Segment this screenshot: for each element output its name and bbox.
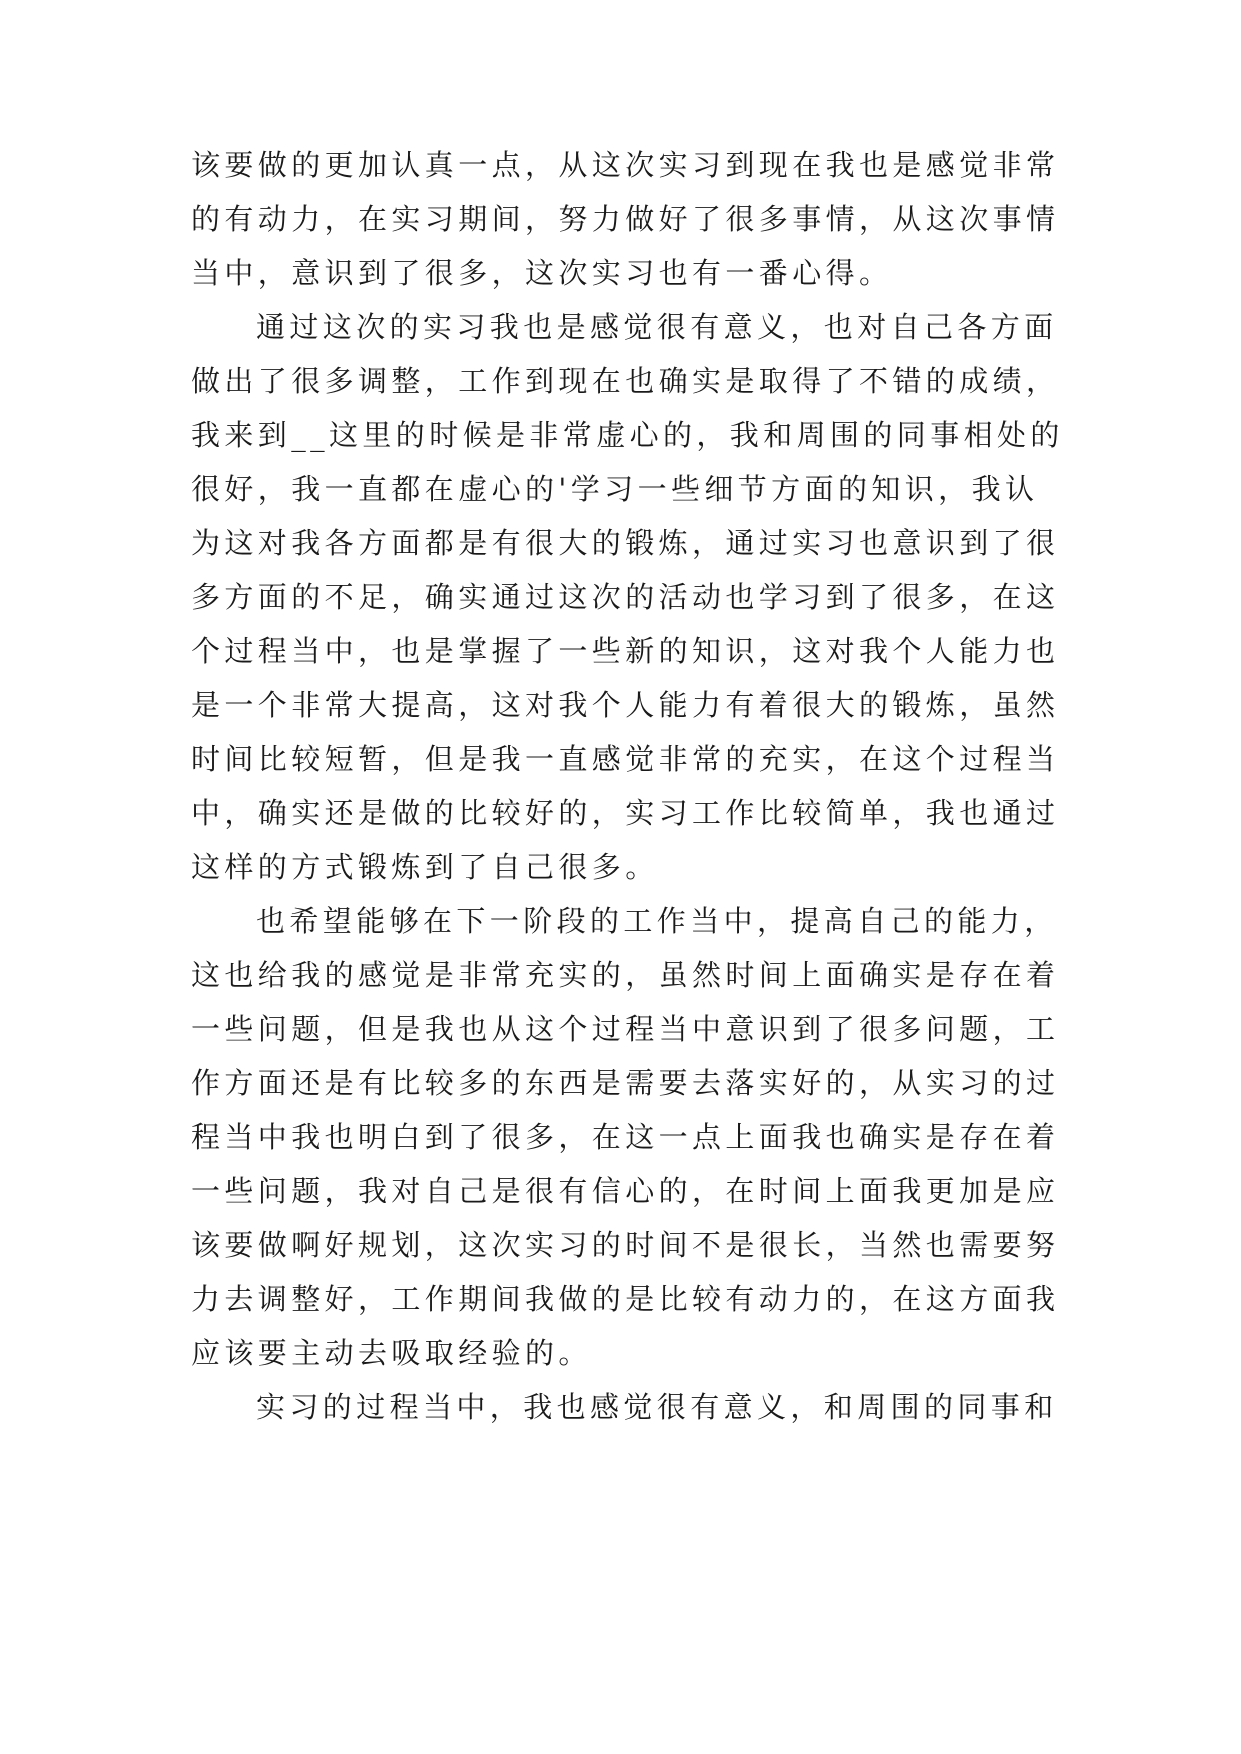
text-line: 力去调整好，工作期间我做的是比较有动力的，在这方面我: [191, 1282, 1060, 1316]
text-line: 这样的方式锻炼到了自己很多。: [191, 850, 659, 884]
text-line: 的有动力，在实习期间，努力做好了很多事情，从这次事情: [191, 202, 1060, 236]
text-line: 个过程当中，也是掌握了一些新的知识，这对我个人能力也: [191, 634, 1060, 668]
paragraph-first-line: 也希望能够在下一阶段的工作当中，提高自己的能力，: [256, 904, 1058, 938]
text-line: 一些问题，我对自己是很有信心的，在时间上面我更加是应: [191, 1174, 1060, 1208]
text-line: 当中，意识到了很多，这次实习也有一番心得。: [191, 256, 893, 290]
paragraph-first-line: 通过这次的实习我也是感觉很有意义，也对自己各方面: [256, 310, 1058, 344]
text-line: 很好，我一直都在虚心的'学习一些细节方面的知识，我认: [191, 472, 1039, 506]
text-line: 程当中我也明白到了很多，在这一点上面我也确实是存在着: [191, 1120, 1060, 1154]
text-line: 我来到__这里的时候是非常虚心的，我和周围的同事相处的: [191, 418, 1064, 452]
text-line: 为这对我各方面都是有很大的锻炼，通过实习也意识到了很: [191, 526, 1060, 560]
text-line: 一些问题，但是我也从这个过程当中意识到了很多问题，工: [191, 1012, 1060, 1046]
text-line: 该要做啊好规划，这次实习的时间不是很长，当然也需要努: [191, 1228, 1060, 1262]
text-line: 多方面的不足，确实通过这次的活动也学习到了很多，在这: [191, 580, 1060, 614]
text-line: 是一个非常大提高，这对我个人能力有着很大的锻炼，虽然: [191, 688, 1060, 722]
text-line: 中，确实还是做的比较好的，实习工作比较简单，我也通过: [191, 796, 1060, 830]
text-line: 这也给我的感觉是非常充实的，虽然时间上面确实是存在着: [191, 958, 1060, 992]
text-line: 时间比较短暂，但是我一直感觉非常的充实，在这个过程当: [191, 742, 1060, 776]
paragraph-first-line: 实习的过程当中，我也感觉很有意义，和周围的同事和: [256, 1390, 1058, 1424]
text-line: 该要做的更加认真一点，从这次实习到现在我也是感觉非常: [191, 148, 1060, 182]
text-line: 做出了很多调整，工作到现在也确实是取得了不错的成绩，: [191, 364, 1060, 398]
text-line: 作方面还是有比较多的东西是需要去落实好的，从实习的过: [191, 1066, 1060, 1100]
text-line: 应该要主动去吸取经验的。: [191, 1336, 592, 1370]
